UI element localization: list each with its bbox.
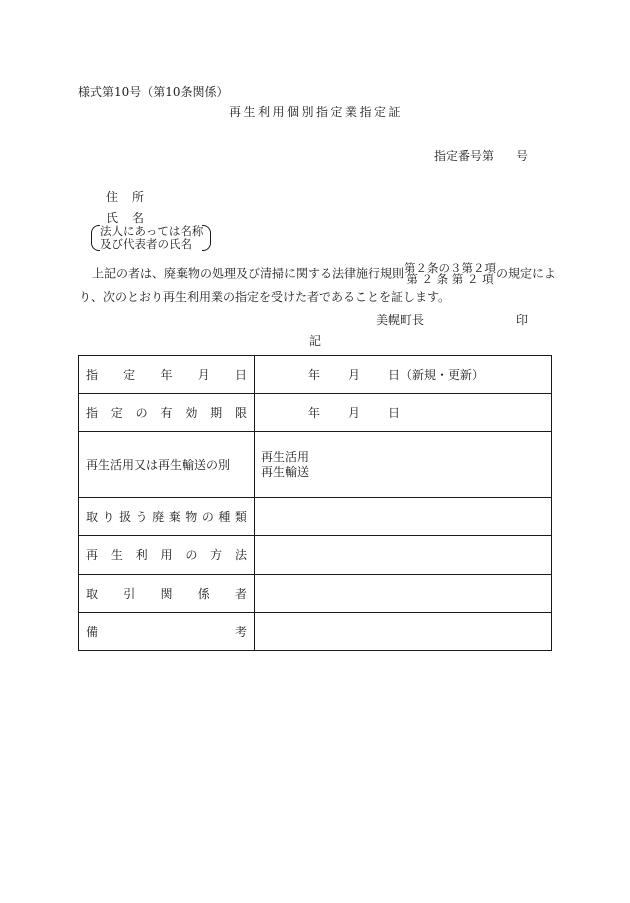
statement-line2: り、次のとおり再生利用業の指定を受けた者であることを証します。 [79,290,451,304]
table-row [79,432,552,498]
waste-type-label: 取 り 扱 う 廃 棄 物 の 種 類 [79,498,255,536]
form-number: 様式第10号（第10条関係） [78,85,229,99]
validity-period-value: 年 月 日 [255,394,552,432]
certificate-table [78,355,552,651]
article-reference [404,263,496,285]
corporate-note-line2: 及び代表者の氏名 [100,237,192,251]
seal-mark: 印 [516,313,529,327]
table-row [79,612,552,650]
designation-date-label: 指 定 年 月 日 [79,356,255,394]
option-reuse: 再生活用 [261,449,310,464]
table-row [79,394,552,432]
mayor-signature: 美幌町長 [376,313,425,327]
business-partner-value [255,574,552,612]
name-label: 氏 名 [106,211,145,225]
business-partner-label: 取 引 関 係 者 [79,574,255,612]
remarks-value [255,612,552,650]
statement-part2: の規定によ [496,266,557,281]
statement-part1: 上記の者は、廃棄物の処理及び清掃に関する法律施行規則 [92,266,405,281]
designation-date-value: 年 月 日（新規・更新） [255,356,552,394]
statement-line1 [92,263,556,285]
right-bracket [202,225,211,251]
table-row [79,574,552,612]
designation-suffix: 号 [516,149,529,163]
validity-period-label: 指 定 の 有 効 期 限 [79,394,255,432]
corporate-note-line1: 法人にあっては名称 [100,224,204,238]
article-lower: 第 ２ 条 第 ２ 項 [406,272,494,286]
table-row [79,356,552,394]
left-bracket [91,225,100,251]
reuse-type-value [255,432,552,498]
waste-type-value [255,498,552,536]
ki-heading: 記 [309,334,322,348]
remarks-label: 備 考 [79,612,255,650]
corporate-note [93,225,203,251]
table-row [79,498,552,536]
reuse-type-label: 再生活用又は再生輸送の別 [79,432,255,498]
table-row [79,536,552,574]
reuse-method-label: 再 生 利 用 の 方 法 [79,536,255,574]
option-transport: 再生輸送 [261,464,310,479]
address-label: 住 所 [106,190,145,204]
certificate-title: 再生利用個別指定業指定証 [229,105,404,119]
designation-prefix: 指定番号第 [434,149,495,163]
article-upper: 第２条の３第２項 [404,261,497,275]
designation-number [434,147,528,164]
reuse-method-value [255,536,552,574]
